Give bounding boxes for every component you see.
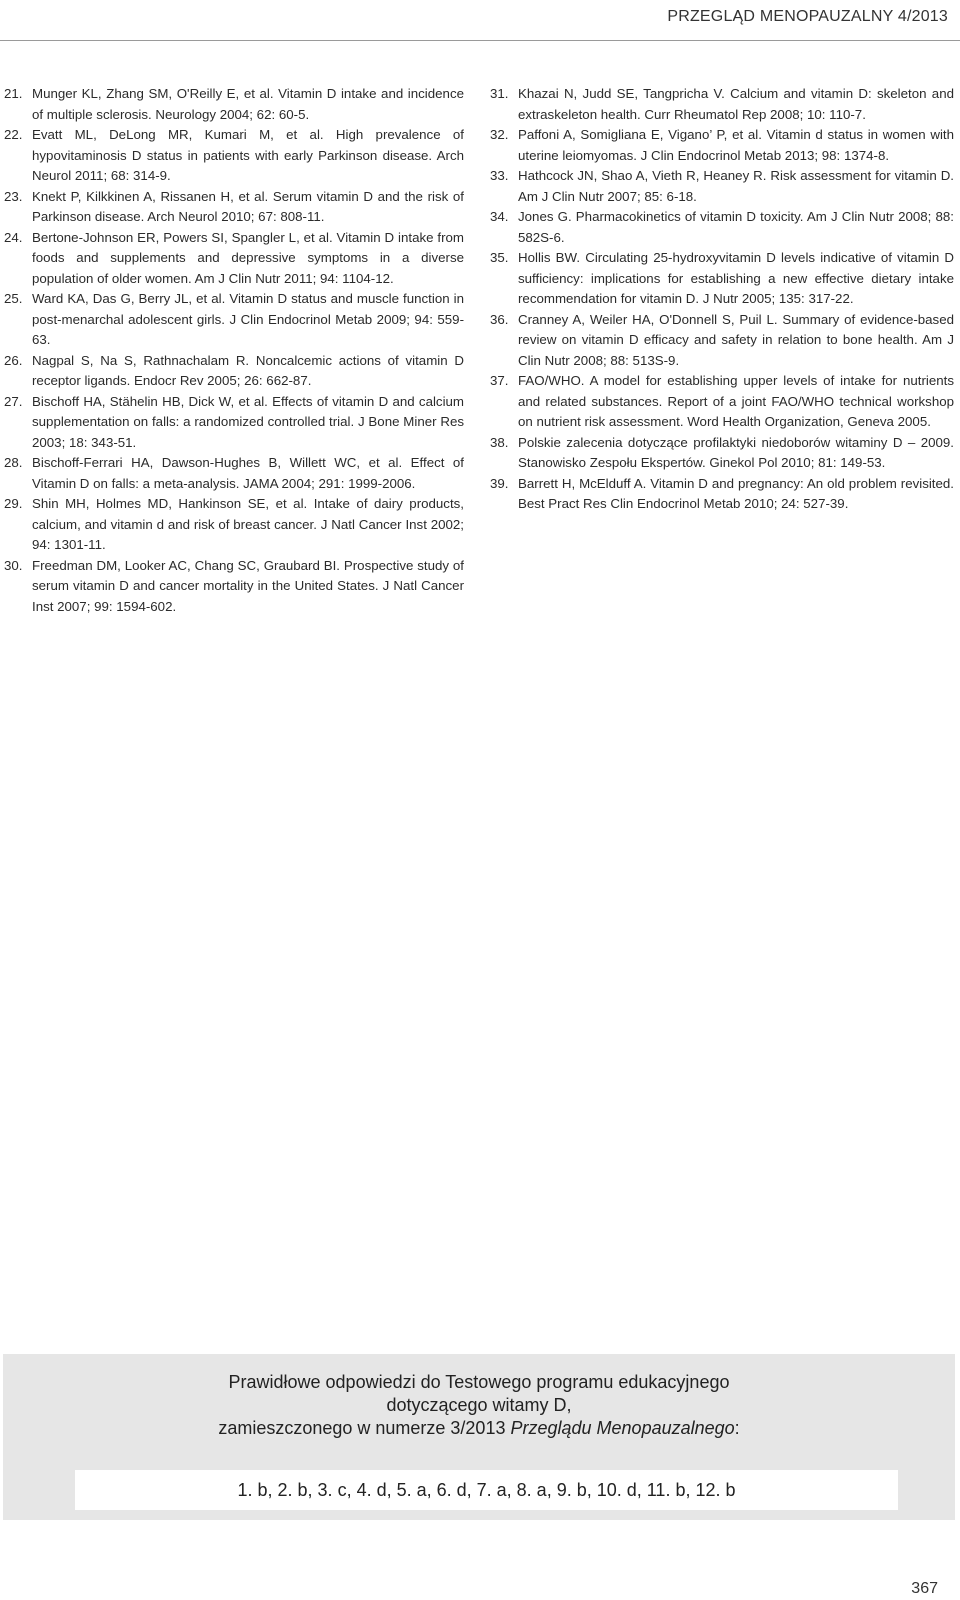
reference-item: 33. Hathcock JN, Shao A, Vieth R, Heaney R. Risk assessment for vitamin D. Am J Clin Nutr 2007; 85: 6-18. [490, 168, 954, 204]
answer-key-heading [3, 1371, 955, 1440]
answer-key-list: 1. b, 2. b, 3. c, 4. d, 5. a, 6. d, 7. a, 8. a, 9. b, 10. d, 11. b, 12. b [237, 1480, 736, 1500]
reference-item: 25. Ward KA, Das G, Berry JL, et al. Vitamin D status and muscle function in post-menarchal adolescent girls. J Clin Endocrinol Metab 2009; 94: 559-63. [4, 291, 464, 347]
journal-title: PRZEGLĄD MENOPAUZALNY 4/2013 [667, 8, 948, 25]
references-left-column [4, 84, 464, 617]
reference-item: 39. Barrett H, McElduff A. Vitamin D and pregnancy: An old problem revisited. Best Pract Res Clin Endocrinol Metab 2010; 24: 527-39. [490, 475, 954, 511]
reference-item: 38. Polskie zalecenia dotyczące profilaktyki niedoborów witaminy D – 2009. Stanowisko Zespołu Ekspertów. Ginekol Pol 2010; 81: 149-53. [490, 434, 954, 470]
reference-item: 32. Paffoni A, Somigliana E, Vigano’ P, et al. Vitamin d status in women with uterine leiomyomas. J Clin Endocrinol Metab 2013; 98: 1374-8. [490, 127, 954, 163]
reference-item: 31. Khazai N, Judd SE, Tangpricha V. Calcium and vitamin D: skeleton and extraskeleton health. Curr Rheumatol Rep 2008; 10: 110-7. [490, 86, 954, 122]
answer-heading-line-3: zamieszczonego w numerze 3/2013 Przeglądu Menopauzalnego: [218, 1418, 740, 1438]
answer-heading-line-2: dotyczącego witamy D, [386, 1395, 572, 1415]
page-header [0, 0, 960, 41]
answer-key-bar [75, 1470, 898, 1510]
answer-key-box [3, 1354, 955, 1520]
reference-item: 23. Knekt P, Kilkkinen A, Rissanen H, et al. Serum vitamin D and the risk of Parkinson disease. Arch Neurol 2010; 67: 808-11. [4, 188, 464, 224]
reference-item: 36. Cranney A, Weiler HA, O'Donnell S, Puil L. Summary of evidence-based review on vitamin D efficacy and safety in relation to bone health. Am J Clin Nutr 2008; 88: 513S-9. [490, 311, 954, 368]
reference-item: 28. Bischoff-Ferrari HA, Dawson-Hughes B, Willett WC, et al. Effect of Vitamin D on falls: a meta-analysis. JAMA 2004; 291: 1999-2006. [4, 455, 464, 491]
reference-item: 24. Bertone-Johnson ER, Powers SI, Spangler L, et al. Vitamin D intake from foods and supplements and depressive symptoms in a diverse population of older women. Am J Clin Nutr 2011; 94: 1104-12. [4, 229, 464, 286]
page-number: 367 [911, 1580, 938, 1597]
reference-item: 22. Evatt ML, DeLong MR, Kumari M, et al. High prevalence of hypovitaminosis D status in patients with early Parkinson disease. Arch Neurol 2011; 68: 314-9. [4, 127, 464, 183]
references-right-column [490, 84, 954, 515]
reference-item: 26. Nagpal S, Na S, Rathnachalam R. Noncalcemic actions of vitamin D receptor ligands. Endocr Rev 2005; 26: 662-87. [4, 352, 464, 388]
reference-item: 37. FAO/WHO. A model for establishing upper levels of intake for nutrients and related substances. Report of a joint FAO/WHO technical workshop on nutrient risk assessment. Word Health Organization, Geneva 2005. [490, 373, 954, 429]
reference-item: 35. Hollis BW. Circulating 25-hydroxyvitamin D levels indicative of vitamin D sufficiency: implications for establishing a new effective dietary intake recommendation for vitamin D. J Nutr 2005; 135: 317-22. [490, 250, 954, 306]
reference-item: 29. Shin MH, Holmes MD, Hankinson SE, et al. Intake of dairy products, calcium, and vitamin d and risk of breast cancer. J Natl Cancer Inst 2002; 94: 1301-11. [4, 496, 464, 552]
journal-name-italic: Przeglądu Menopauzalnego [510, 1418, 735, 1438]
reference-item: 21. Munger KL, Zhang SM, O'Reilly E, et al. Vitamin D intake and incidence of multiple sclerosis. Neurology 2004; 62: 60-5. [4, 86, 464, 122]
answer-heading-line-1: Prawidłowe odpowiedzi do Testowego programu edukacyjnego [228, 1372, 730, 1392]
reference-item: 34. Jones G. Pharmacokinetics of vitamin D toxicity. Am J Clin Nutr 2008; 88: 582S-6. [490, 209, 954, 245]
reference-item: 27. Bischoff HA, Stähelin HB, Dick W, et al. Effects of vitamin D and calcium supplementation on falls: a randomized controlled trial. J Bone Miner Res 2003; 18: 343-51. [4, 393, 464, 450]
reference-item: 30. Freedman DM, Looker AC, Chang SC, Graubard BI. Prospective study of serum vitamin D and cancer mortality in the United States. J Natl Cancer Inst 2007; 99: 1594-602. [4, 557, 464, 614]
